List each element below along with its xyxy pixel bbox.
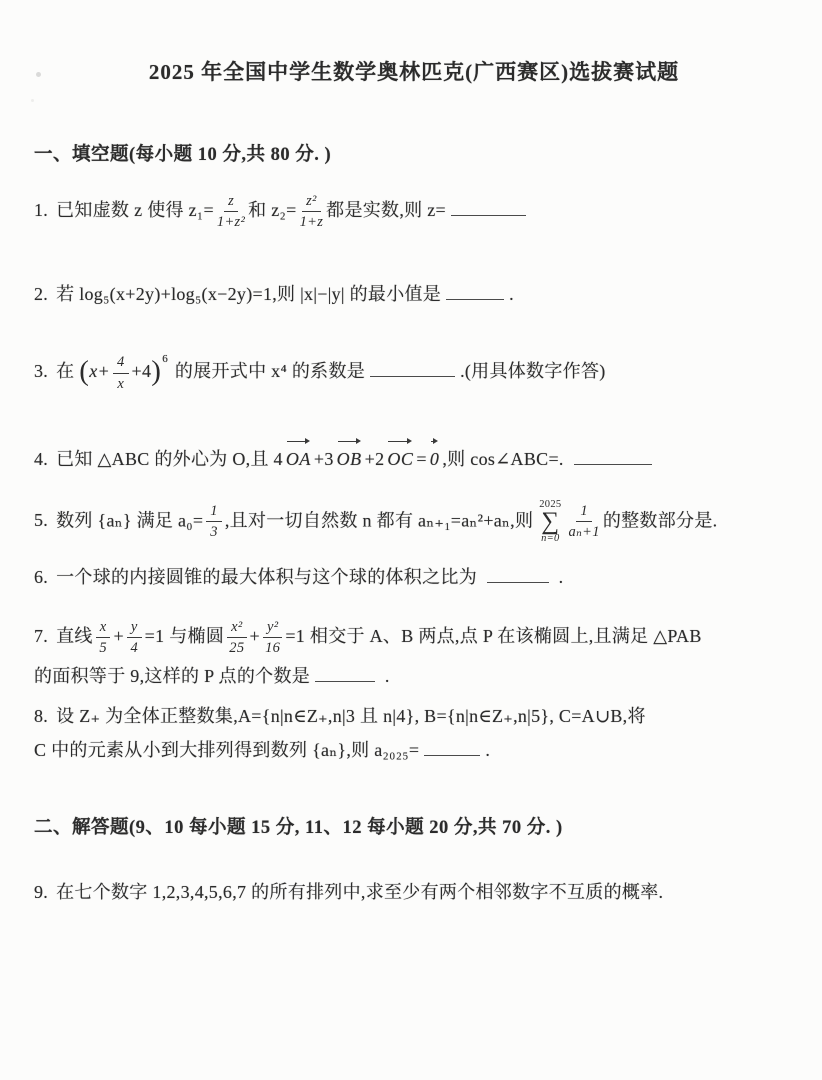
- fraction-denominator: aₙ+1: [568, 524, 600, 541]
- operator: +: [249, 625, 260, 646]
- answer-blank: [487, 564, 549, 583]
- fraction-denominator: 3: [210, 524, 218, 541]
- question-9: [34, 879, 794, 907]
- question-text: .: [485, 740, 491, 761]
- question-text: .(用具体数字作答): [460, 361, 606, 382]
- question-line-2: [34, 663, 794, 691]
- section-1-heading: 一、填空题(每小题 10 分,共 80 分. ): [34, 145, 332, 165]
- answer-blank: [315, 664, 375, 683]
- question-text: .: [558, 567, 564, 588]
- answer-blank: [574, 446, 652, 465]
- question-text: C 中的元素从小到大排列得到数列 {aₙ},则 a₂₀₂₅=: [34, 740, 420, 761]
- fraction-denominator: 25: [229, 640, 245, 657]
- question-6: [34, 564, 794, 592]
- right-parenthesis: ): [151, 355, 162, 388]
- expression-text: x+: [89, 361, 110, 382]
- operator: +: [113, 625, 124, 646]
- question-text: +2: [364, 448, 385, 469]
- question-number: 2.: [34, 284, 49, 305]
- sigma-symbol: ∑: [541, 508, 560, 536]
- fraction-numerator: x²: [227, 618, 246, 638]
- answer-blank: [424, 737, 480, 756]
- question-text: ,则 cos∠ABC=.: [442, 448, 564, 469]
- question-text: =1 与椭圆: [144, 625, 225, 646]
- page-title: 2025 年全国中学生数学奥林匹克(广西赛区)选拔赛试题: [148, 60, 680, 84]
- fraction: [96, 618, 111, 657]
- section-2-heading: 二、解答题(9、10 每小题 15 分, 11、12 每小题 20 分,共 70 分. ): [34, 818, 563, 839]
- fraction-denominator: 4: [130, 640, 139, 657]
- fraction-numerator: y: [127, 618, 142, 638]
- question-text: =: [416, 448, 427, 469]
- question-text: 已知虚数 z 使得 z₁=: [56, 199, 214, 220]
- fraction-numerator: z: [224, 192, 238, 212]
- scan-speck: [31, 99, 34, 102]
- vector-OA: OA: [286, 443, 311, 474]
- answer-blank: [370, 358, 455, 377]
- question-number: 3.: [34, 361, 49, 382]
- fraction-denominator: 1+z: [299, 214, 324, 231]
- question-text: =1 相交于 A、B 两点,点 P 在该椭圆上,且满足 △PAB: [285, 625, 702, 646]
- question-8: [34, 703, 794, 765]
- fraction: [206, 502, 222, 541]
- question-text: 直线: [56, 625, 93, 646]
- left-parenthesis: (: [79, 355, 90, 388]
- answer-blank: [446, 281, 504, 300]
- fraction: [263, 618, 282, 657]
- question-number: 4.: [34, 448, 49, 469]
- exponent: 6: [162, 353, 169, 366]
- question-text: 在七个数字 1,2,3,4,5,6,7 的所有排列中,求至少有两个相邻数字不互质的概率.: [56, 882, 664, 903]
- question-number: 8.: [34, 706, 49, 727]
- summation-lower-limit: n=0: [541, 532, 560, 544]
- question-1: [34, 192, 794, 231]
- vector-OC: OC: [387, 443, 413, 474]
- fraction-denominator: x: [117, 375, 125, 392]
- fraction-numerator: 4: [113, 353, 129, 373]
- question-text: 都是实数,则 z=: [326, 199, 446, 220]
- question-number: 6.: [34, 567, 49, 588]
- question-4: [34, 443, 794, 474]
- question-text: ,且对一切自然数 n 都有 aₙ₊₁=aₙ²+aₙ,则: [224, 510, 534, 531]
- question-number: 5.: [34, 510, 49, 531]
- question-text: 在: [56, 361, 75, 382]
- fraction-numerator: 1: [576, 502, 592, 522]
- fraction-denominator: 16: [265, 640, 281, 657]
- fraction-denominator: 5: [99, 640, 107, 657]
- question-5: [34, 500, 794, 545]
- summation-upper-limit: 2025: [539, 498, 562, 510]
- question-text: 一个球的内接圆锥的最大体积与这个球的体积之比为: [56, 567, 478, 588]
- question-text: 若 log₅(x+2y)+log₅(x−2y)=1,则 |x|−|y| 的最小值是: [56, 284, 442, 305]
- question-3: [34, 351, 794, 393]
- question-7: [34, 618, 794, 691]
- fraction: [217, 192, 245, 231]
- question-number: 7.: [34, 625, 49, 646]
- question-line-1: [34, 618, 794, 657]
- expression-text: +4: [131, 361, 152, 382]
- question-text: 数列 {aₙ} 满足 a₀=: [56, 510, 204, 531]
- question-text: 设 Z₊ 为全体正整数集,A={n|n∈Z₊,n|3 且 n|4}, B={n|n∈Z₊,n|5}, C=A∪B,将: [56, 706, 646, 727]
- exam-paper-page: [0, 56, 822, 1080]
- question-text: 已知 △ABC 的外心为 O,且 4: [56, 448, 283, 469]
- question-text: 的面积等于 9,这样的 P 点的个数是: [34, 666, 311, 687]
- fraction-numerator: y²: [263, 618, 282, 638]
- question-number: 9.: [34, 882, 49, 903]
- question-text: 和 z₂=: [248, 199, 297, 220]
- question-line-2: [34, 737, 794, 765]
- fraction: [227, 618, 246, 657]
- fraction: [568, 502, 599, 541]
- question-line-1: [34, 703, 794, 731]
- question-2: [34, 281, 794, 309]
- question-text: .: [384, 666, 390, 687]
- fraction-numerator: x: [96, 618, 111, 638]
- scan-speck: [36, 72, 41, 77]
- fraction-denominator: 1+z²: [216, 214, 246, 231]
- fraction: [127, 618, 142, 657]
- fraction-numerator: z²: [302, 192, 321, 212]
- question-number: 1.: [34, 199, 49, 220]
- question-text: .: [509, 284, 514, 305]
- fraction: [113, 353, 129, 392]
- vector-OB: OB: [337, 443, 362, 474]
- fraction-numerator: 1: [206, 502, 222, 522]
- answer-blank: [451, 197, 526, 216]
- summation: [539, 500, 561, 545]
- fraction: [300, 192, 324, 231]
- question-text: +3: [313, 448, 334, 469]
- vector-zero: 0: [430, 443, 440, 474]
- question-text: 的整数部分是.: [602, 510, 718, 531]
- question-text: 的展开式中 x⁴ 的系数是: [174, 361, 366, 382]
